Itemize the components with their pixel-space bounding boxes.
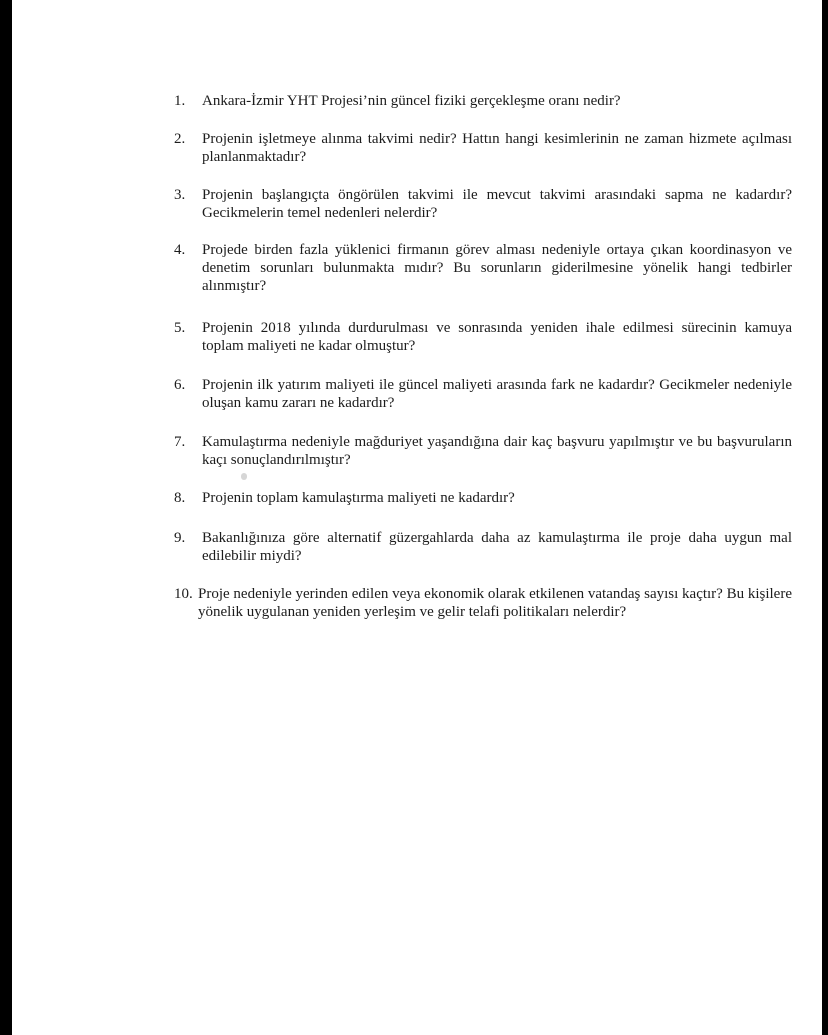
question-list — [12, 0, 822, 1035]
question-item — [174, 489, 792, 507]
question-text: Projede birden fazla yüklenici firmanın görev alması nedeniyle ortaya çıkan koordinasyon ve denetim sorunları bulunmakta mıdır? Bu sorunların giderilmesine yönelik hangi tedbirler alınmıştır? — [202, 242, 792, 294]
scan-speck — [241, 473, 247, 480]
question-item — [174, 319, 792, 355]
question-item — [174, 186, 792, 222]
question-item — [174, 241, 792, 295]
question-number: 6. — [174, 377, 186, 393]
question-number: 4. — [174, 242, 186, 258]
question-number: 9. — [174, 530, 186, 546]
question-number: 5. — [174, 320, 186, 336]
question-text: Projenin 2018 yılında durdurulması ve sonrasında yeniden ihale edilmesi sürecinin kamuya toplam maliyeti ne kadar olmuştur? — [202, 320, 792, 354]
question-text: Bakanlığınıza göre alternatif güzergahlarda daha az kamulaştırma ile proje daha uygun mal edilebilir miydi? — [202, 530, 792, 564]
question-item — [174, 92, 792, 110]
question-item — [174, 529, 792, 565]
document-page — [12, 0, 822, 1035]
question-text: Projenin işletmeye alınma takvimi nedir? Hattın hangi kesimlerinin ne zaman hizmete açılması planlanmaktadır? — [202, 131, 792, 165]
question-item — [174, 376, 792, 412]
question-number: 8. — [174, 490, 186, 506]
question-number: 3. — [174, 187, 186, 203]
question-text: Ankara-İzmir YHT Projesi’nin güncel fiziki gerçekleşme oranı nedir? — [202, 93, 621, 109]
question-number: 2. — [174, 131, 186, 147]
question-text: Projenin başlangıçta öngörülen takvimi ile mevcut takvimi arasındaki sapma ne kadardır? Gecikmelerin temel nedenleri nelerdir? — [202, 187, 792, 221]
question-item — [174, 585, 792, 621]
question-item — [174, 433, 792, 469]
question-text: Projenin ilk yatırım maliyeti ile güncel maliyeti arasında fark ne kadardır? Gecikmeler nedeniyle oluşan kamu zararı ne kadardır? — [202, 377, 792, 411]
question-number: 1. — [174, 93, 186, 109]
question-text: Proje nedeniyle yerinden edilen veya ekonomik olarak etkilenen vatandaş sayısı kaçtır? Bu kişilere yönelik uygulanan yeniden yerleşim ve gelir telafi politikaları nelerdir? — [198, 586, 792, 620]
question-text: Projenin toplam kamulaştırma maliyeti ne kadardır? — [202, 490, 515, 506]
question-number: 7. — [174, 434, 186, 450]
question-number: 10. — [174, 586, 193, 602]
question-text: Kamulaştırma nedeniyle mağduriyet yaşandığına dair kaç başvuru yapılmıştır ve bu başvuruların kaçı sonuçlandırılmıştır? — [202, 434, 792, 468]
question-item — [174, 130, 792, 166]
